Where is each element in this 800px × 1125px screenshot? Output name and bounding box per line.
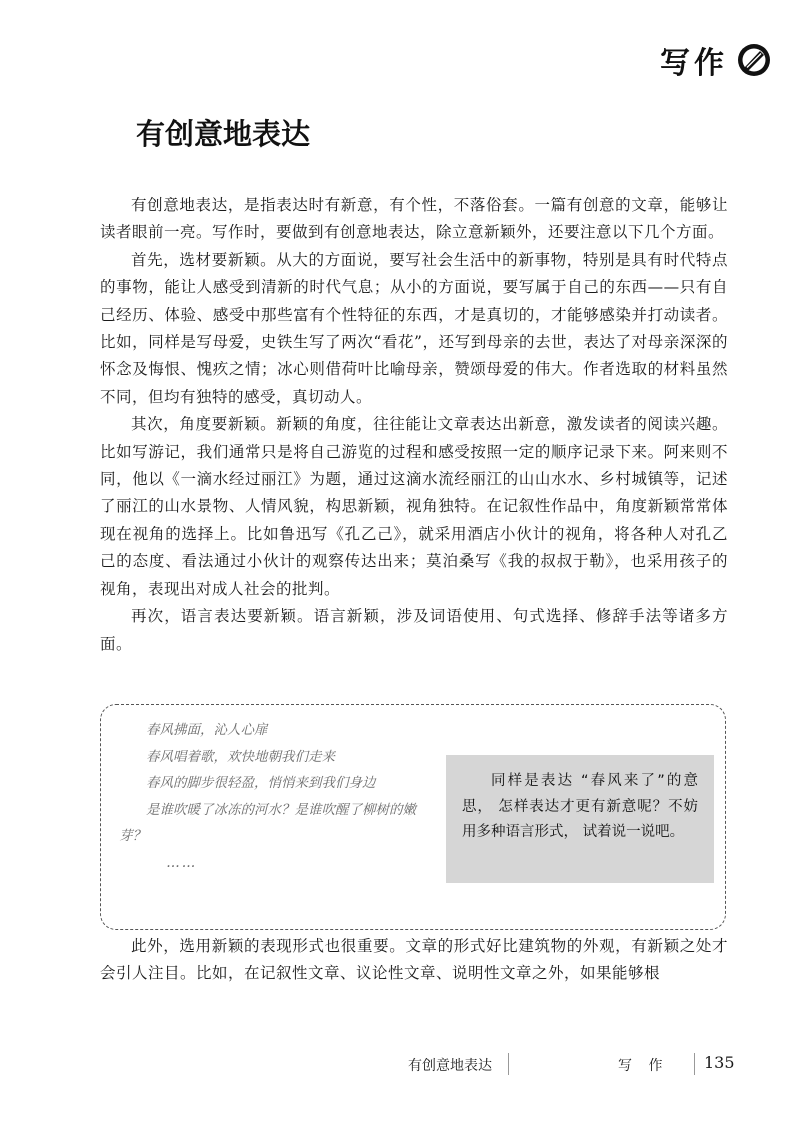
running-title: 有创意地表达 <box>408 1058 492 1074</box>
poem-line: 春风的脚步很轻盈，悄悄来到我们身边 <box>146 775 376 791</box>
paragraph: 首先，选材要新颖。从大的方面说，要写社会生活中的新事物，特别是具有时代特点的事物，能让人感受到清新的时代气息；从小的方面说，要写属于自己的东西——只有自己经历、体验、感受中那些富有个性特征的东西，才是真切的，才能够感染并打动读者。比如，同样是写母爱，史铁生写了两次“看花”，还写到母亲的去世，表达了对母亲深深的怀念及悔恨、愧疚之情；冰心则借荷叶比喻母亲，赞颂母爱的伟大。作者选取的材料虽然不同，但均有独特的感受，真切动人。 <box>100 250 728 406</box>
section-header <box>660 38 772 82</box>
footer-divider <box>694 1053 695 1075</box>
exercise-prompt: 同样是表达 “春风来了”的意思， 怎样表达才更有新意呢？不妨用多种语言形式， 试着说一说吧。 <box>446 755 714 883</box>
poem-line: 是谁吹暖了冰冻的河水？是谁吹醒了柳树的嫩芽？ <box>119 801 416 844</box>
paragraph: 有创意地表达，是指表达时有新意，有个性，不落俗套。一篇有创意的文章，能够让读者眼前一亮。写作时，要做到有创意地表达，除立意新颖外，还要注意以下几个方面。 <box>100 196 728 242</box>
poem-line: 春风拂面，沁人心扉 <box>146 722 268 738</box>
body-text-top <box>100 192 728 658</box>
writing-pen-icon <box>736 42 772 78</box>
body-text-bottom <box>100 933 728 988</box>
handwritten-example <box>119 717 424 876</box>
poem-line: 春风唱着歌，欢快地朝我们走来 <box>146 748 335 765</box>
footer-section: 写 作 <box>618 1058 669 1074</box>
paragraph: 此外，选用新颖的表现形式也很重要。文章的形式好比建筑物的外观，有新颖之处才会引人注目。比如，在记叙性文章、议论性文章、说明性文章之外，如果能够根 <box>100 937 728 983</box>
example-box <box>100 704 726 930</box>
section-label: 写作 <box>660 46 728 81</box>
paragraph: 其次，角度要新颖。新颖的角度，往往能让文章表达出新意，激发读者的阅读兴趣。比如写游记，我们通常只是将自己游览的过程和感受按照一定的顺序记录下来。阿来则不同，他以《一滴水经过丽江》为题，通过这滴水流经丽江的山山水水、乡村城镇等，记述了丽江的山水景物、人情风貌，构思新颖，视角独特。在记叙性作品中，角度新颖常常体现在视角的选择上。比如鲁迅写《孔乙己》，就采用酒店小伙计的视角，将各种人对孔乙己的态度、看法通过小伙计的观察传达出来；莫泊桑写《我的叔叔于勒》，也采用孩子的视角，表现出对成人社会的批判。 <box>100 415 728 598</box>
poem-ellipsis: …… <box>166 854 198 871</box>
page-number: 135 <box>704 1053 735 1072</box>
paragraph: 再次，语言表达要新颖。语言新颖，涉及词语使用、句式选择、修辞手法等诸多方面。 <box>100 607 728 653</box>
page-footer <box>0 1053 800 1077</box>
footer-divider <box>508 1053 509 1075</box>
page-title: 有创意地表达 <box>136 117 311 151</box>
